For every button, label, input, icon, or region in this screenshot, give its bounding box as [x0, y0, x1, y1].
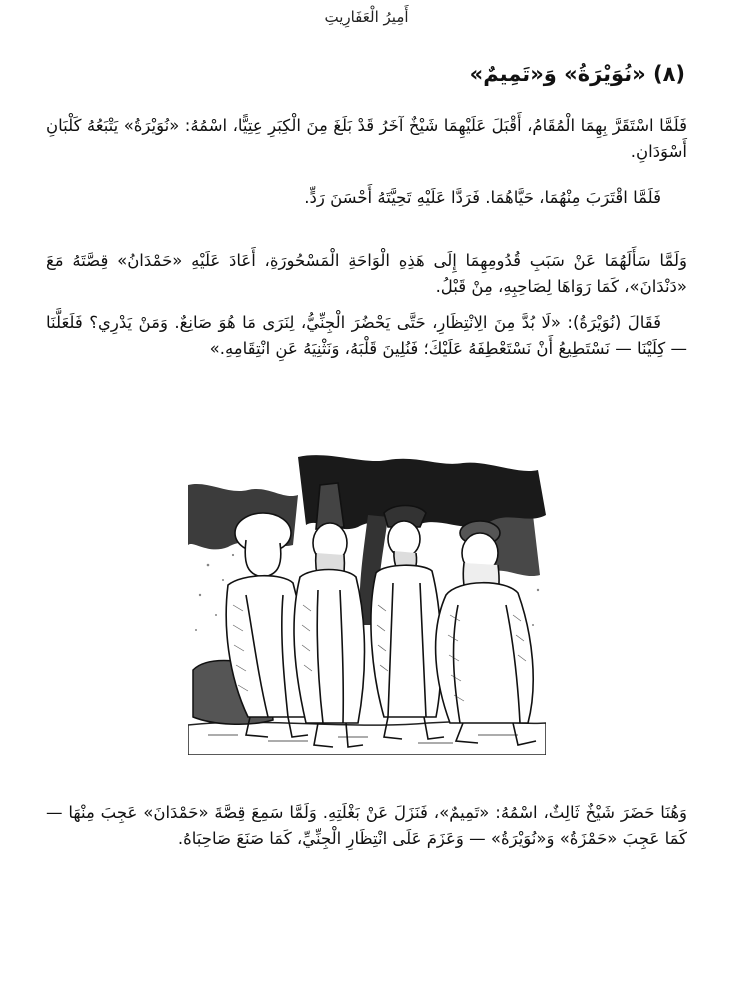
paragraph-4: فَقَالَ (نُوَيْرَةُ): «لَا بُدَّ مِنَ الِانْتِظَارِ، حَتَّى يَحْضُرَ الْجِنِّيُّ، لِنَرَى مَا هُوَ صَانِعٌ. وَمَنْ يَدْرِي؟ فَلَعَلَّنَا — كِلَيْنَا — نَسْتَطِيعُ أَنْ نَسْتَعْطِفَهُ عَلَيْكَ؛ فَنُلِينَ قَلْبَهُ، وَنَثْنِيَهُ عَنِ انْتِقَامِهِ.»: [46, 313, 687, 358]
illustration-four-elders: [188, 455, 546, 755]
paragraph-2: فَلَمَّا اقْتَرَبَ مِنْهُمَا، حَيَّاهُمَا. فَرَدَّا عَلَيْهِ تَحِيَّتَهُ أَحْسَنَ رَدٍّ.: [304, 188, 661, 207]
running-header: أَمِيرُ الْعَفَارِيتِ: [324, 8, 409, 26]
paragraph-5: وَهُنَا حَضَرَ شَيْخٌ ثَالِثٌ، اسْمُهُ: «تَمِيمٌ»، فَنَزَلَ عَنْ بَغْلَتِهِ. وَلَمَّا سَمِعَ قِصَّةَ «حَمْدَانَ» عَجِبَ مِنْهَا — كَمَا عَجِبَ «حَمْزَةُ» وَ«نُوَيْرَةُ» — وَعَزَمَ عَلَى انْتِظَارِ الْجِنِّيِّ، كَمَا صَنَعَ صَاحِبَاهُ.: [46, 803, 687, 848]
chapter-title: (٨) «نُوَيْرَةُ» وَ«تَمِيمٌ»: [469, 62, 685, 86]
ink-drawing: [188, 455, 546, 755]
paragraph-3: وَلَمَّا سَأَلَهُمَا عَنْ سَبَبِ قُدُومِهِمَا إِلَى هَذِهِ الْوَاحَةِ الْمَسْحُورَةِ، أَعَادَ عَلَيْهِ «حَمْدَانُ» قِصَّتَهُ مَعَ «دَنْدَانَ»، كَمَا رَوَاهَا لِصَاحِبِهِ، مِنْ قَبْلُ.: [46, 251, 687, 296]
paragraph-1: فَلَمَّا اسْتَقَرَّ بِهِمَا الْمُقَامُ، أَقْبَلَ عَلَيْهِمَا شَيْخٌ آخَرُ قَدْ بَلَغَ مِنَ الْكِبَرِ عِتِيًّا، اسْمُهُ: «نُوَيْرَةُ» يَتْبَعُهُ كَلْبَانِ أَسْوَدَانِ.: [46, 116, 687, 161]
